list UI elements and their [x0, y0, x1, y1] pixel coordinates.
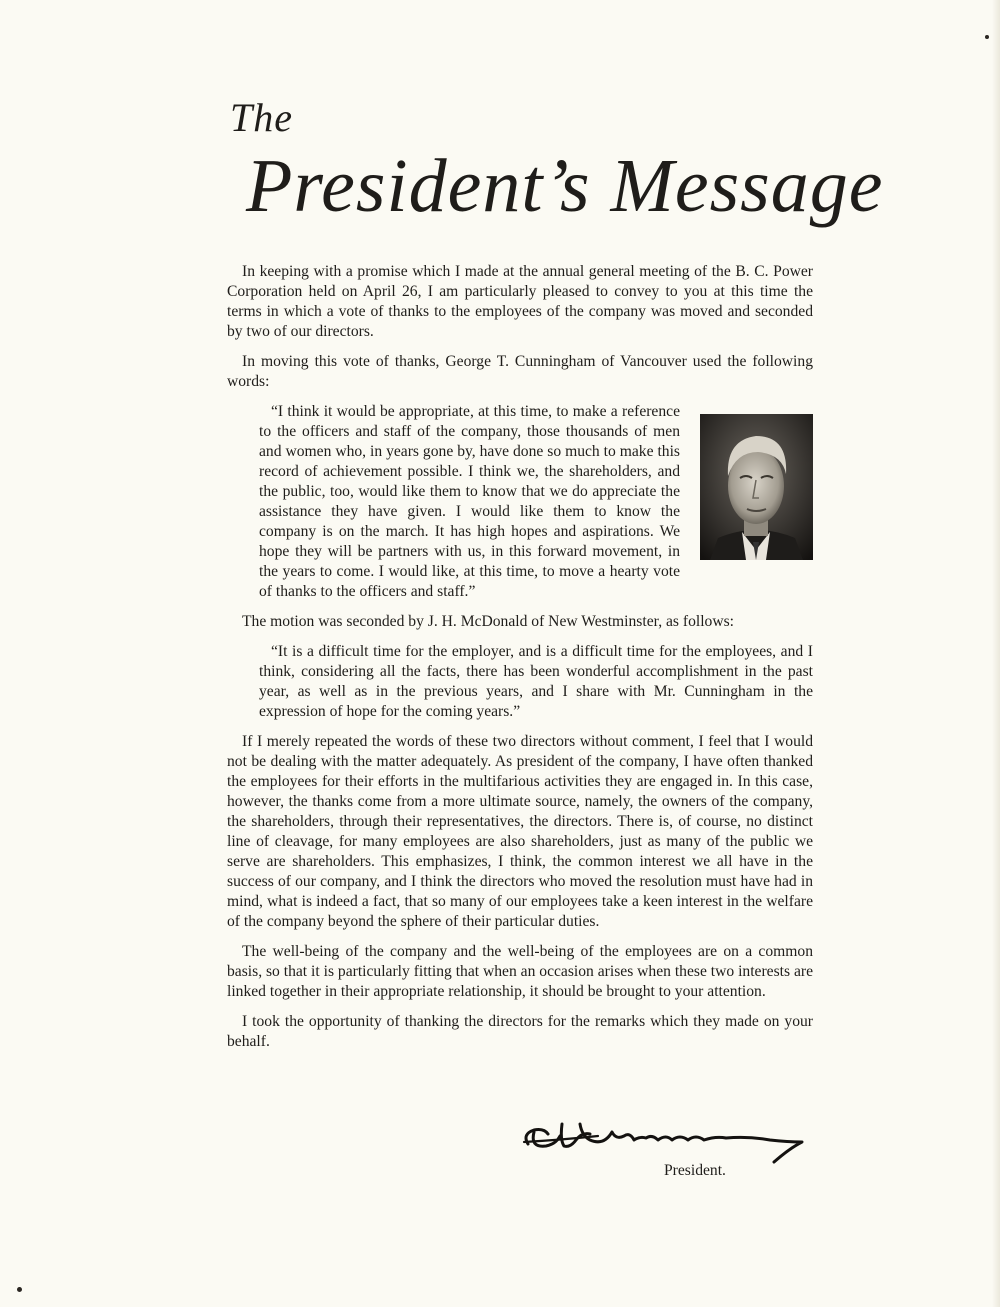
ink-speck [985, 35, 989, 39]
quote-mcdonald-text: “It is a difficult time for the employer, and is a difficult time for the employees, and I think, considering all the facts, there has been wonderful accomplishment in the past year, as well as in the previous years, and I share with Mr. Cunningham in the expression of hope for the coming years.” [259, 643, 813, 720]
paragraph-comment: If I merely repeated the words of these two directors without comment, I feel that I would not be dealing with the matter adequately. As president of the company, I have often thanked the employees for their efforts in the multifarious activities they are engaged in. In this case, however, the thanks come from a more ultimate source, namely, the owners of the company, the shareholders, through their representatives, the directors. There is, of course, no distinct line of cleavage, for many employees are also shareholders, just as many of the public we serve are shareholders. This emphasizes, I think, the common interest we all have in the success of our company, and I think the directors who moved the resolution must have had in mind, what is indeed a fact, that so many of our employees take a keen interest in the welfare of the company beyond the sphere of their particular duties. [227, 733, 813, 930]
paragraph-intro: In keeping with a promise which I made at the annual general meeting of the B. C. Power Corporation held on April 26, I am particularly pleased to convey to you at this time the terms in which a vote of thanks to the employees of the company was moved and seconded by two of our directors. [227, 263, 813, 340]
signature-image [520, 1110, 820, 1170]
paragraph-seconded: The motion was seconded by J. H. McDonald of New Westminster, as follows: [242, 613, 734, 630]
paragraph-thanks: I took the opportunity of thanking the directors for the remarks which they made on your behalf. [227, 1013, 813, 1050]
paragraph-wellbeing: The well-being of the company and the well-being of the employees are on a common basis, so that it is particularly fitting that when an occasion arises when these two interests are linked together in their appropriate relationship, it should be brought to your attention. [227, 943, 813, 1000]
page-title: President’s Message [246, 144, 884, 228]
ink-speck [17, 1287, 22, 1292]
message-body [227, 262, 813, 1062]
title-prefix: The [230, 95, 293, 140]
quote-cunningham-text: “I think it would be appropriate, at this time, to make a reference to the officers and staff of the company, those thousands of men and women who, in years gone by, have done so much to make this record of achievement possible. I think we, the shareholders, and the public, too, would like them to know that we do appreciate the assistance they have given. I would like them to know the company is on the march. It has high hopes and aspirations. We hope they will be partners with us, in this forward movement, in the years to come. I would like, at this time, to move a hearty vote of thanks to the officers and staff.” [259, 403, 680, 600]
quote-cunningham [259, 402, 813, 602]
portrait-photo [700, 414, 813, 560]
page-edge [992, 0, 1000, 1307]
signature-title: President. [664, 1162, 726, 1179]
signature-block [520, 1110, 820, 1200]
quote-mcdonald [259, 642, 813, 722]
paragraph-moving: In moving this vote of thanks, George T. Cunningham of Vancouver used the following words: [227, 353, 813, 390]
